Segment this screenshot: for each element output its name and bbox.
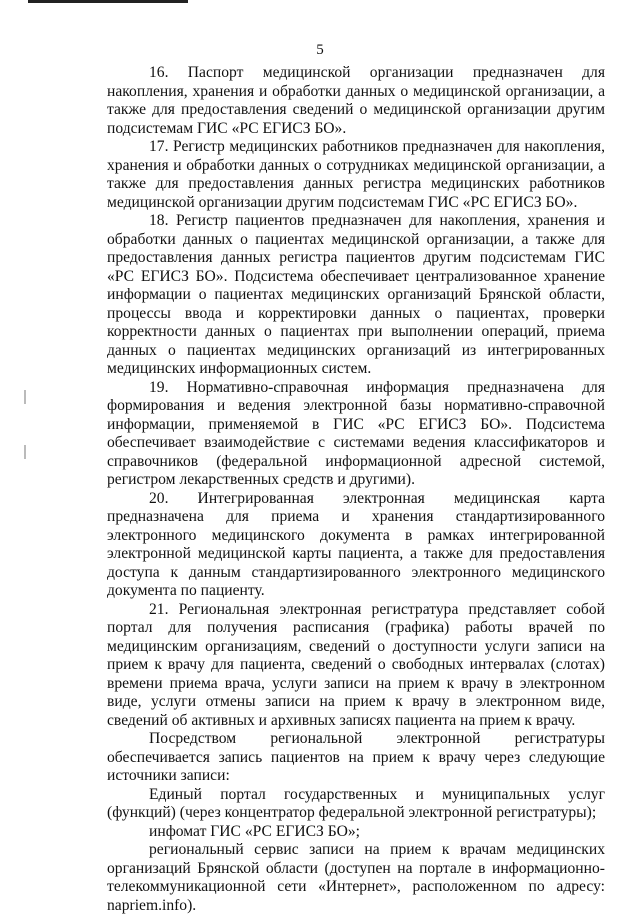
list-item-unified-portal: Единый портал государственных и муниципальных услуг (функций) (через концентратор федеральной электронной регистратуры); [107,785,605,821]
paragraph-16: 16. Паспорт медицинской организации предназначен для накопления, хранения и обработки данных о медицинской организации, а также для предоставления сведений о медицинской организации другим подсистемам ГИС «РС ЕГИСЗ БО». [107,64,605,137]
paragraph-19: 19. Нормативно-справочная информация предназначена для формирования и ведения электронной базы нормативно-справочной информации, применяемой в ГИС «РС ЕГИСЗ БО». Подсистема обеспечивает взаимодействие с системами ведения классификаторов и справочников (федеральной информационной адресной системой, регистром лекарственных средств и другими). [107,378,605,488]
margin-mark [24,445,26,459]
paragraph-21: 21. Региональная электронная регистратура представляет собой портал для получения расписания (графика) работы врачей по медицинским организациям, сведений о доступности услуги записи на прием к врачу для пациента, сведений о свободных интервалах (слотах) времени приема врача, услуги записи на прием к врачу в электронном виде, услуги отмены записи на прием к врачу в электронном виде, сведений об активных и архивных записях пациента на прием к врачу. [107,600,605,729]
margin-mark [24,390,26,404]
paragraph-18: 18. Регистр пациентов предназначен для накопления, хранения и обработки данных о пациентах медицинской организации, а также для предоставления данных регистра пациентов другим подсистемам ГИС «РС ЕГИСЗ БО». Подсистема обеспечивает централизованное хранение информации о пациентах медицинских организаций Брянской области, процессы ввода и корректировки данных о пациентах, проверки корректности данных о пациентах при выполнении операций, приема данных о пациентах медицинских организаций из интегрированных медицинских информационных систем. [107,212,605,377]
document-body [107,64,605,915]
page-number: 5 [316,42,324,58]
paragraph-17: 17. Регистр медицинских работников предназначен для накопления, хранения и обработки данных о сотрудниках медицинской организации, а также для предоставления данных регистра медицинских работников медицинской организации другим подсистемам ГИС «РС ЕГИСЗ БО». [107,138,605,211]
list-item-regional-service: региональный сервис записи на прием к врачам медицинских организаций Брянской области (доступен на портале в информационно-телекоммуникационной сети «Интернет», расположенном по адресу: napriem.info). [107,841,605,914]
list-item-infomat: инфомат ГИС «РС ЕГИСЗ БО»; [149,822,360,840]
paragraph-registry-sources: Посредством региональной электронной регистратуры обеспечивается запись пациентов на прием к врачу через следующие источники записи: [107,730,605,784]
top-rule [28,0,188,3]
paragraph-20: 20. Интегрированная электронная медицинская карта предназначена для приема и хранения стандартизированного электронного медицинского документа в рамках интегрированной электронной медицинской карты пациента, а также для предоставления доступа к данным стандартизированного электронного медицинского документа по пациенту. [107,489,605,599]
